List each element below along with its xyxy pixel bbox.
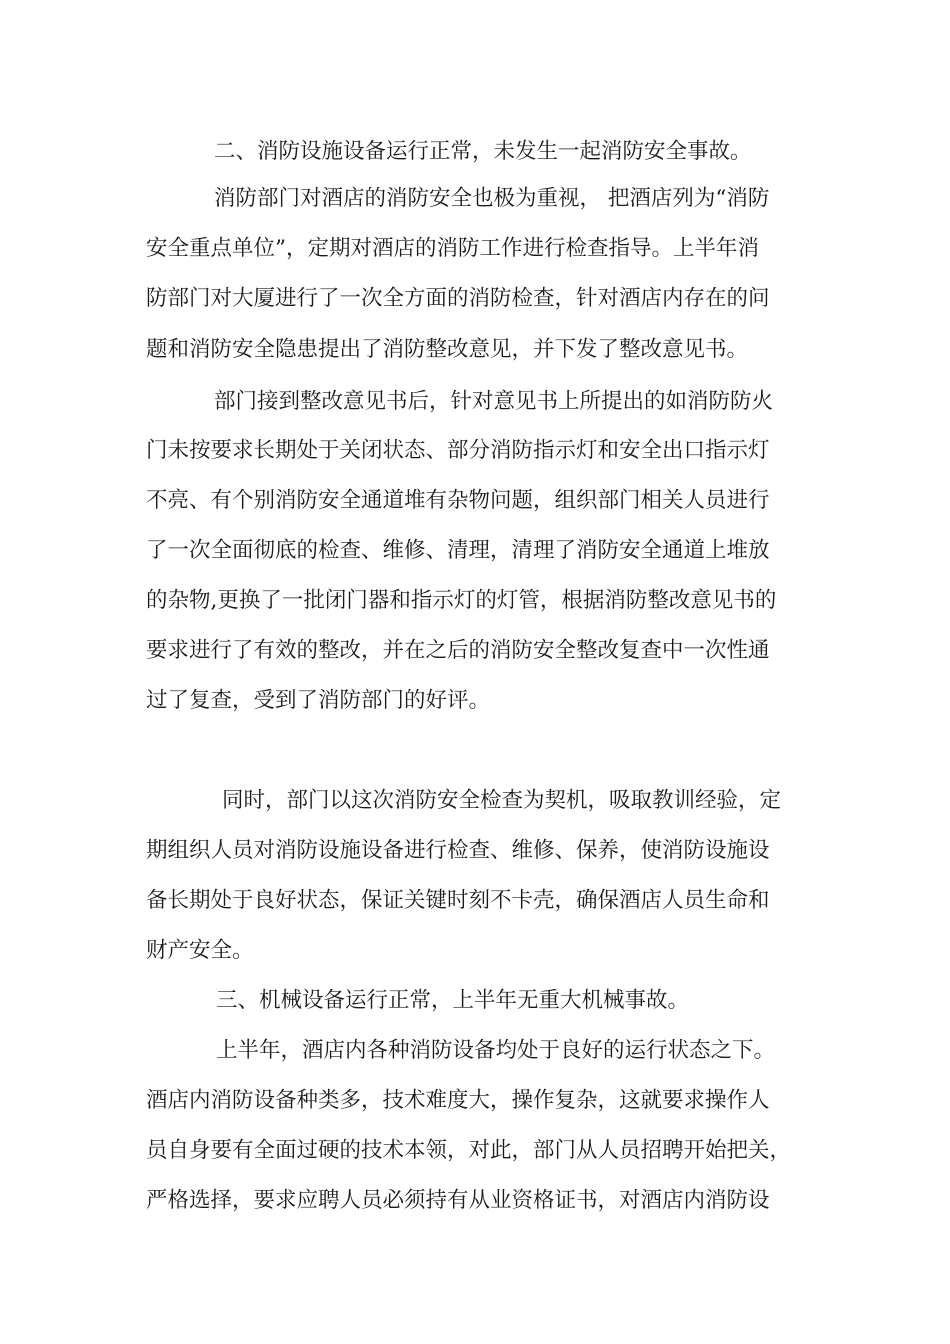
paragraph-3-line-3: 备长期处于良好状态，保证关键时刻不卡壳，确保酒店人员生命和: [146, 888, 770, 913]
heading-section-2: 二、消防设施设备运行正常，未发生一起消防安全事故。: [214, 139, 752, 164]
paragraph-2-line-3: 不亮、有个别消防安全通道堆有杂物问题，组织部门相关人员进行: [146, 488, 770, 513]
paragraph-3-line-2: 期组织人员对消防设施设备进行检查、维修、保养，使消防设施设: [146, 838, 770, 863]
paragraph-2-line-7: 过了复查，受到了消防部门的好评。: [146, 688, 491, 713]
paragraph-4-line-1: 上半年，酒店内各种消防设备均处于良好的运行状态之下。: [216, 1038, 776, 1063]
paragraph-3-line-1: 同时，部门以这次消防安全检查为契机，吸取教训经验，定: [222, 788, 782, 813]
paragraph-4-line-3: 员自身要有全面过硬的技术本领，对此，部门从人员招聘开始把关，: [146, 1138, 792, 1163]
heading-section-3: 三、机械设备运行正常，上半年无重大机械事故。: [216, 988, 690, 1013]
paragraph-2-line-2: 门未按要求长期处于关闭状态、部分消防指示灯和安全出口指示灯: [146, 438, 770, 463]
paragraph-2-line-4: 了一次全面彻底的检查、维修、清理，清理了消防安全通道上堆放: [146, 538, 770, 563]
paragraph-2-line-5: 的杂物,更换了一批闭门器和指示灯的灯管，根据消防整改意见书的: [146, 588, 777, 613]
paragraph-4-line-4: 严格选择，要求应聘人员必须持有从业资格证书，对酒店内消防设: [146, 1188, 770, 1213]
paragraph-1-line-1: 消防部门对酒店的消防安全也极为重视， 把酒店列为“消防: [214, 186, 770, 211]
paragraph-1-line-4: 题和消防安全隐患提出了消防整改意见，并下发了整改意见书。: [146, 337, 749, 362]
paragraph-3-line-4: 财产安全。: [146, 938, 254, 963]
paragraph-4-line-2: 酒店内消防设备种类多，技术难度大，操作复杂，这就要求操作人: [146, 1088, 770, 1113]
paragraph-1-line-2: 安全重点单位”，定期对酒店的消防工作进行检查指导。上半年消: [146, 236, 759, 261]
paragraph-2-line-6: 要求进行了有效的整改，并在之后的消防安全整改复查中一次性通: [146, 638, 770, 663]
paragraph-1-line-3: 防部门对大厦进行了一次全方面的消防检查，针对酒店内存在的问: [146, 286, 770, 311]
paragraph-2-line-1: 部门接到整改意见书后，针对意见书上所提出的如消防防火: [214, 389, 774, 414]
